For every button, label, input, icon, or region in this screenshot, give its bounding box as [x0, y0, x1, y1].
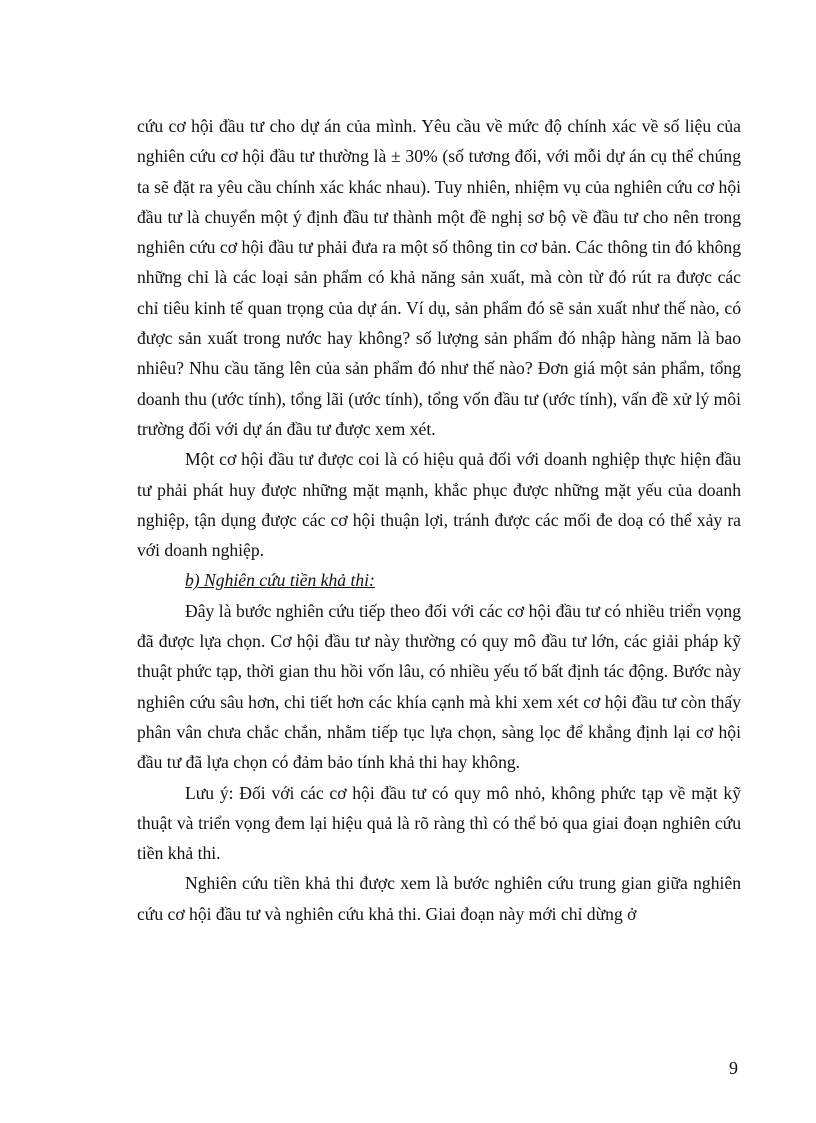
paragraph-prefeasibility-description: Đây là bước nghiên cứu tiếp theo đối với các cơ hội đầu tư có nhiều triển vọng đã được lựa chọn. Cơ hội đầu tư này thường có quy mô đầu tư lớn, các giải pháp kỹ thuật phức tạp, thời gian thu hồi vốn lâu, có nhiều yếu tố bất định tác động. Bước này nghiên cứu sâu hơn, chi tiết hơn các khía cạnh mà khi xem xét cơ hội đầu tư còn thấy phân vân chưa chắc chắn, nhằm tiếp tục lựa chọn, sàng lọc để khẳng định lại cơ hội đầu tư đã lựa chọn có đảm bảo tính khả thi hay không.: [137, 600, 741, 773]
paragraph-continuation: cứu cơ hội đầu tư cho dự án của mình. Yêu cầu về mức độ chính xác về số liệu của nghiên cứu cơ hội đầu tư thường là ± 30% (số tương đối, với mỗi dự án cụ thể chúng ta sẽ đặt ra yêu cầu chính xác khác nhau). Tuy nhiên, nhiệm vụ của nghiên cứu cơ hội đầu tư là chuyển một ý định đầu tư thành một đề nghị sơ bộ về đầu tư cho nên trong nghiên cứu cơ hội đầu tư phải đưa ra một số thông tin cơ bản. Các thông tin đó không những chỉ là các loại sản phẩm có khả năng sản xuất, mà còn từ đó rút ra được các chỉ tiêu kinh tế quan trọng của dự án. Ví dụ, sản phẩm đó sẽ sản xuất như thế nào, có được sản xuất trong nước hay không? số lượng sản phẩm đó nhập hàng năm là bao nhiêu? Nhu cầu tăng lên của sản phẩm đó như thế nào? Đơn giá một sản phẩm, tổng doanh thu (ước tính), tổng lãi (ước tính), tổng vốn đầu tư (ước tính), vấn đề xử lý môi trường đối với dự án đầu tư được xem xét.: [137, 116, 741, 439]
section-heading-prefeasibility: b) Nghiên cứu tiền khả thi:: [185, 570, 375, 591]
paragraph-intermediate-step: Nghiên cứu tiền khả thi được xem là bước nghiên cứu trung gian giữa nghiên cứu cơ hội đầu tư và nghiên cứu khả thi. Giai đoạn này mới chỉ dừng ở: [137, 873, 741, 924]
body-text: [137, 111, 741, 929]
paragraph-note: Lưu ý: Đối với các cơ hội đầu tư có quy mô nhỏ, không phức tạp về mặt kỹ thuật và triển vọng đem lại hiệu quả là rõ ràng thì có thể bỏ qua giai đoạn nghiên cứu tiền khả thi.: [137, 782, 741, 864]
paragraph-effective-opportunity: Một cơ hội đầu tư được coi là có hiệu quả đối với doanh nghiệp thực hiện đầu tư phải phát huy được những mặt mạnh, khắc phục được những mặt yếu của doanh nghiệp, tận dụng được các cơ hội thuận lợi, tránh được các mối đe doạ có thể xảy ra với doanh nghiệp.: [137, 449, 741, 561]
page-number: 9: [729, 1058, 738, 1078]
